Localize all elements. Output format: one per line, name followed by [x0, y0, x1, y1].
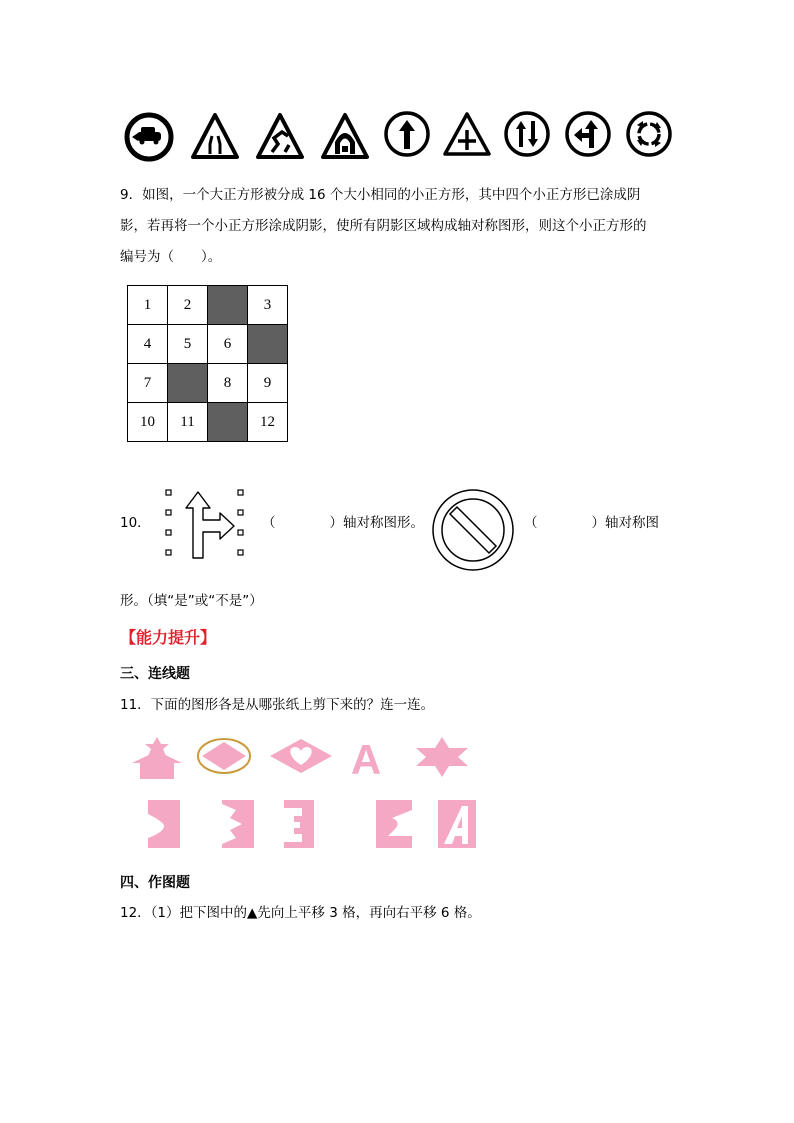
grid-cell: 6 — [208, 325, 248, 364]
grid-cell: 7 — [128, 364, 168, 403]
grid-row — [128, 403, 288, 442]
section-ability-title: 【能力提升】 — [120, 628, 217, 647]
arrow-house-shape — [128, 735, 186, 781]
question-9 — [120, 180, 680, 273]
no-entry-circle-icon — [428, 488, 518, 572]
crossroads-sign-icon — [442, 110, 492, 162]
diamond-in-ellipse-shape — [196, 736, 252, 776]
left-or-straight-sign-icon — [563, 110, 613, 162]
grid-cell: 8 — [208, 364, 248, 403]
question-10-label: 10． — [120, 515, 151, 531]
question-11: 11．下面的图形各是从哪张纸上剪下来的？连一连。 — [120, 697, 435, 713]
letter-a-text: A — [350, 736, 382, 778]
heart-in-diamond-shape — [268, 737, 334, 775]
question-12: 12．（1）把下图中的▲先向上平移 3 格，再向右平移 6 格。 — [120, 905, 481, 921]
shaded-cell — [208, 403, 248, 442]
two-way-traffic-sign-icon — [502, 110, 552, 162]
numbered-grid — [127, 285, 288, 442]
question-9-line-2: 影，若再将一个小正方形涂成阴影，使所有阴影区域构成轴对称图形，则这个小正方形的 — [120, 218, 647, 234]
roundabout-sign-icon — [624, 110, 674, 162]
question-10-blank-2: （ ）轴对称图 — [524, 515, 659, 531]
question-10-blank-1: （ ）轴对称图形。 — [262, 515, 424, 531]
grid-cell: 2 — [168, 286, 208, 325]
folded-paper-2 — [220, 800, 256, 848]
grid-cell: 9 — [248, 364, 288, 403]
section-3-title: 三、连线题 — [120, 666, 190, 682]
grid-cell: 11 — [168, 403, 208, 442]
question-9-line-3: 编号为（ ）。 — [120, 249, 222, 265]
winding-road-sign-icon — [255, 110, 305, 162]
grid-cell: 4 — [128, 325, 168, 364]
letter-a-shape — [344, 736, 388, 778]
turn-arrow-with-dashes-icon — [160, 486, 250, 562]
section-4-title: 四、作图题 — [120, 875, 190, 891]
grid-cell: 1 — [128, 286, 168, 325]
shaded-cell — [168, 364, 208, 403]
shaded-cell — [248, 325, 288, 364]
grid-row — [128, 364, 288, 403]
no-overtaking-sign-icon — [124, 110, 174, 162]
grid-cell: 12 — [248, 403, 288, 442]
folded-paper-3 — [280, 800, 316, 848]
question-9-line-1: 9．如图，一个大正方形被分成 16 个大小相同的小正方形，其中四个小正方形已涂成阴 — [120, 187, 641, 203]
traffic-signs-row — [124, 110, 674, 170]
grid-cell: 10 — [128, 403, 168, 442]
question-10-line-2: 形。（填“是”或“不是”） — [120, 593, 263, 609]
folded-paper-1 — [146, 800, 182, 848]
grid-row — [128, 286, 288, 325]
shaded-cell — [208, 286, 248, 325]
folded-paper-4 — [374, 800, 414, 848]
six-point-star-shape — [414, 736, 470, 778]
grid-row — [128, 325, 288, 364]
tunnel-sign-icon — [320, 110, 370, 162]
straight-only-sign-icon — [382, 110, 432, 162]
folded-paper-5 — [436, 800, 478, 848]
grid-cell: 5 — [168, 325, 208, 364]
grid-cell: 3 — [248, 286, 288, 325]
road-narrows-sign-icon — [190, 110, 240, 162]
